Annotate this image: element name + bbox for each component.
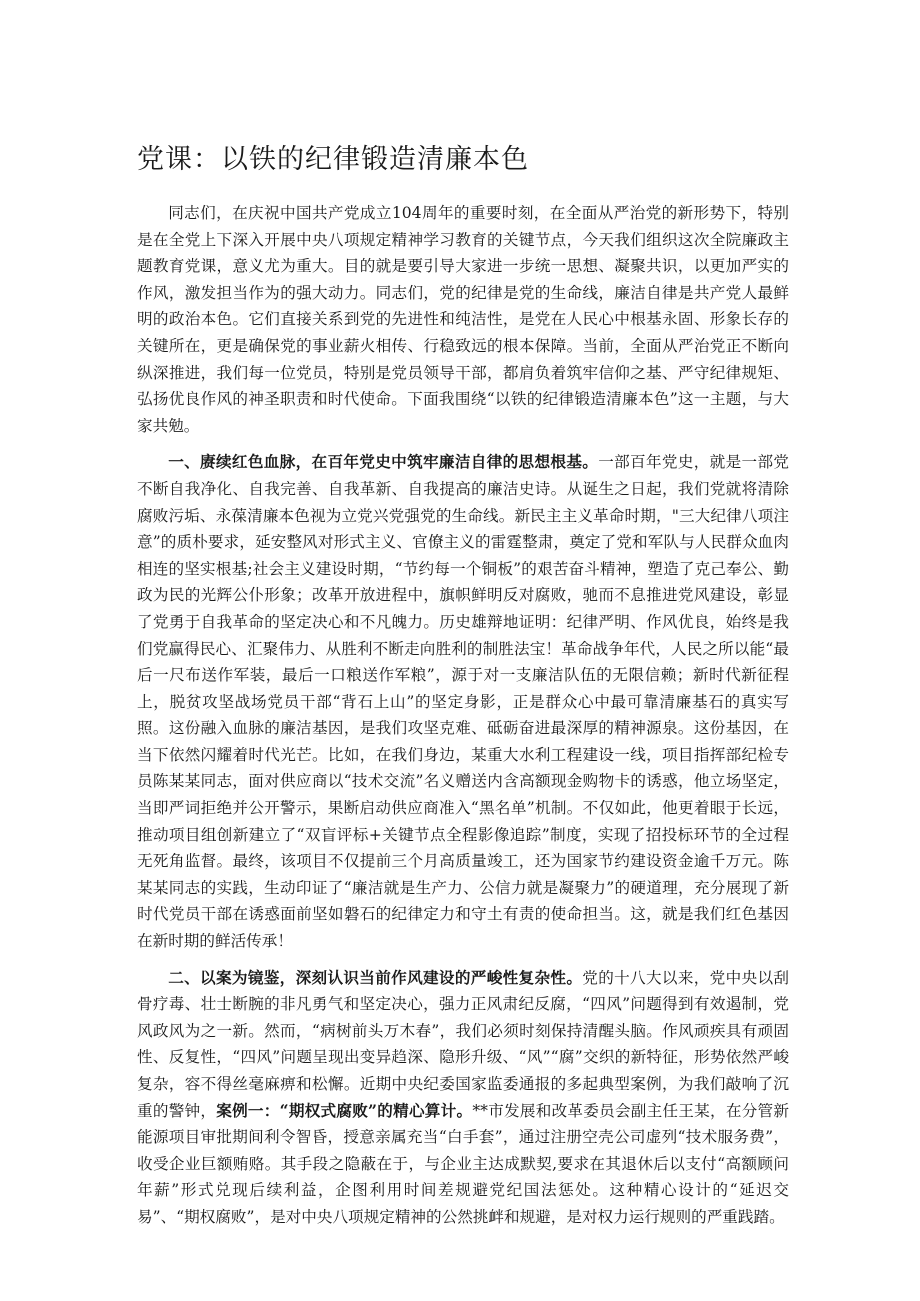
section-2-heading: 二、以案为镜鉴，深刻认识当前作风建设的严峻性复杂性。 [168, 967, 583, 987]
case-1-body: **市发展和改革委员会副主任王某，在分管新能源项目审批期间利令智昏，授意亲属充当“白手套”，通过注册空壳公司虚列“技术服务费”，收受企业巨额贿赂。其手段之隐蔽在于，与企业主达成默契,要求在其退休后以支付“高额顾问年薪”形式兑现后续利益，企图利用时间差规避党纪国法惩处。这种精心设计的“延迟交易”、“期权腐败”，是对中央八项规定精神的公然挑衅和规避，是对权力运行规则的严重践踏。 [137, 1101, 789, 1226]
section-2-paragraph [137, 965, 789, 1231]
section-1-heading: 一、赓续红色血脉，在百年党史中筑牢廉洁自律的思想根基。 [168, 452, 599, 472]
section-1-paragraph [137, 449, 789, 954]
case-1-heading: 案例一：“期权式腐败”的精心算计。 [216, 1100, 473, 1120]
intro-paragraph: 同志们，在庆祝中国共产党成立104周年的重要时刻，在全面从严治党的新形势下，特别是在全党上下深入开展中央八项规定精神学习教育的关键节点，今天我们组织这次全院廉政主题教育党课，意义尤为重大。目的就是要引导大家进一步统一思想、凝聚共识，以更加严实的作风，激发担当作为的强大动力。同志们，党的纪律是党的生命线，廉洁自律是共产党人最鲜明的政治本色。它们直接关系到党的先进性和纯洁性，是党在人民心中根基永固、形象长存的关键所在，更是确保党的事业薪火相传、行稳致远的根本保障。当前，全面从严治党正不断向纵深推进，我们每一位党员，特别是党员领导干部，都肩负着筑牢信仰之基、严守纪律规矩、弘扬优良作风的神圣职责和时代使命。下面我围绕“以铁的纪律锻造清廉本色”这一主题，与大家共勉。 [137, 204, 789, 435]
section-1-body: 一部百年党史，就是一部党不断自我净化、自我完善、自我革新、自我提高的廉洁史诗。从诞生之日起，我们党就将清除腐败污垢、永葆清廉本色视为立党兴党强党的生命线。新民主主义革命时期，"三大纪律八项注意”的质朴要求，延安整风对形式主义、官僚主义的雷霆整肃，奠定了党和军队与人民群众血肉相连的坚实根基;社会主义建设时期，“节约每一个铜板”的艰苦奋斗精神，塑造了克己奉公、勤政为民的光辉公仆形象；改革开放进程中，旗帜鲜明反对腐败，驰而不息推进党风建设，彰显了党勇于自我革命的坚定决心和不凡魄力。历史雄辩地证明：纪律严明、作风优良，始终是我们党赢得民心、汇聚伟力、从胜利不断走向胜利的制胜法宝！革命战争年代，人民之所以能“最后一尺布送作军装，最后一口粮送作军粮”，源于对一支廉洁队伍的无限信赖；新时代新征程上，脱贫攻坚战场党员干部“背石上山”的坚定身影，正是群众心中最可靠清廉基石的真实写照。这份融入血脉的廉洁基因，是我们攻坚克难、砥砺奋进最深厚的精神源泉。这份基因，在当下依然闪耀着时代光芒。比如，在我们身边，某重大水利工程建设一线，项目指挥部纪检专员陈某某同志，面对供应商以“技术交流”名义赠送内含高额现金购物卡的诱惑，他立场坚定，当即严词拒绝并公开警示，果断启动供应商准入“黑名单”机制。不仅如此，他更着眼于长远，推动项目组创新建立了“双盲评标+关键节点全程影像追踪”制度，实现了招投标环节的全过程无死角监督。最终，该项目不仅提前三个月高质量竣工，还为国家节约建设资金逾千万元。陈某某同志的实践，生动印证了“廉洁就是生产力、公信力就是凝聚力”的硬道理，充分展现了新时代党员干部在诱惑面前坚如磐石的纪律定力和守土有责的使命担当。这，就是我们红色基因在新时期的鲜活传承！ [137, 453, 789, 951]
document-title: 党课：以铁的纪律锻造清廉本色 [137, 144, 529, 175]
document-page [137, 140, 789, 1241]
section-2-body: 党的十八大以来，党中央以刮骨疗毒、壮士断腕的非凡勇气和坚定决心，强力正风肃纪反腐，“四风”问题得到有效遏制，党风政风为之一新。然而，“病树前头万木春”，我们必须时刻保持清醒头脑。作风顽疾具有顽固性、反复性，“四风”问题呈现出变异趋深、隐形升级、“风”“腐”交织的新特征，形势依然严峻复杂，容不得丝毫麻痹和松懈。近期中央纪委国家监委通报的多起典型案例，为我们敲响了沉重的警钟， [137, 968, 789, 1120]
